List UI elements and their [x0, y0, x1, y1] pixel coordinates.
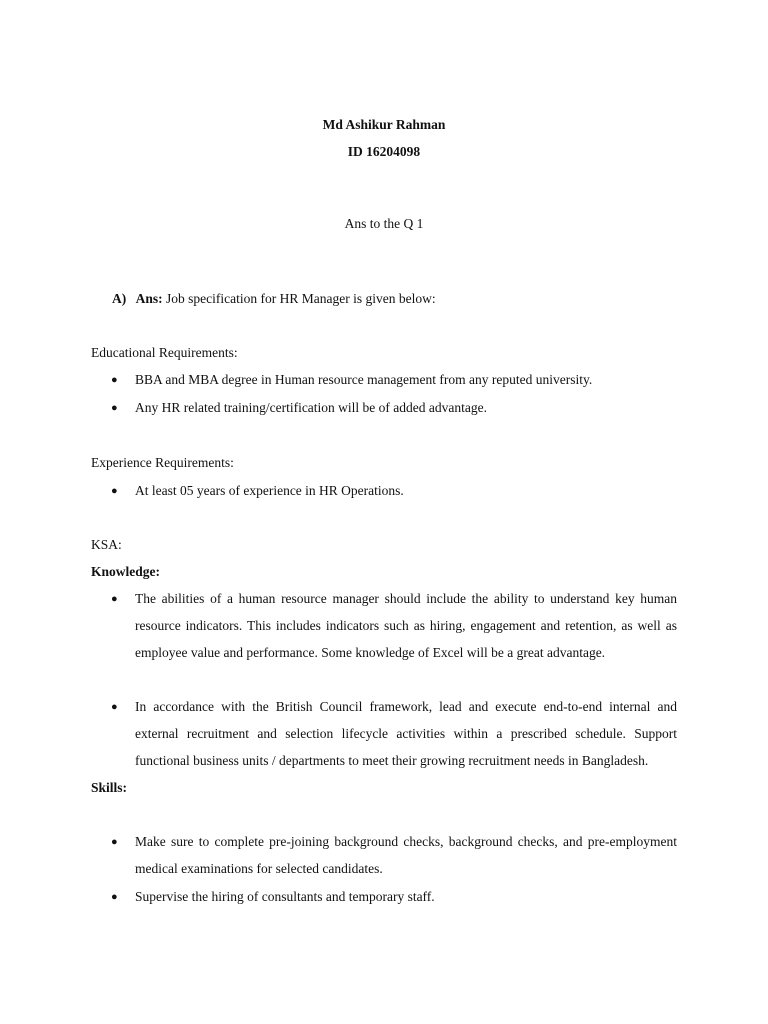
bullet-icon: ● — [111, 374, 118, 386]
educational-heading: Educational Requirements: — [91, 345, 238, 360]
educational-item-2: Any HR related training/certification will be of added advantage. — [135, 400, 487, 415]
author-name: Md Ashikur Rahman — [322, 117, 446, 132]
answer-label: Ans: — [135, 291, 163, 306]
knowledge-item-2: In accordance with the British Council framework, lead and execute end-to-end internal and external recruitment and selection lifecycle activities within a prescribed schedule. Support functional business units / departments to meet their growing recruitment needs in Bangladesh. — [135, 699, 677, 768]
skills-item-2: Supervise the hiring of consultants and temporary staff. — [135, 889, 435, 904]
knowledge-item-1: The abilities of a human resource manager should include the ability to understand key human resource indicators. This includes indicators such as hiring, engagement and retention, as well as employee value and performance. Some knowledge of Excel will be a great advantage. — [135, 591, 677, 660]
ksa-heading: KSA: — [91, 537, 122, 552]
bullet-icon: ● — [111, 836, 118, 848]
bullet-icon: ● — [111, 701, 118, 713]
bullet-icon: ● — [111, 402, 118, 414]
experience-item-1: At least 05 years of experience in HR Operations. — [135, 483, 404, 498]
answer-line — [112, 291, 436, 307]
educational-item-1: BBA and MBA degree in Human resource management from any reputed university. — [135, 372, 593, 387]
question-title: Ans to the Q 1 — [344, 216, 424, 231]
bullet-icon: ● — [111, 891, 118, 903]
knowledge-heading: Knowledge: — [91, 564, 160, 579]
answer-marker: A) — [112, 291, 127, 306]
skills-item-1: Make sure to complete pre-joining background checks, background checks, and pre-employment medical examinations for selected candidates. — [135, 834, 677, 876]
experience-heading: Experience Requirements: — [91, 455, 234, 470]
skills-heading: Skills: — [91, 780, 128, 795]
bullet-icon: ● — [111, 485, 118, 497]
student-id: ID 16204098 — [347, 144, 421, 159]
bullet-icon: ● — [111, 593, 118, 605]
answer-text: Job specification for HR Manager is given below: — [166, 291, 436, 306]
